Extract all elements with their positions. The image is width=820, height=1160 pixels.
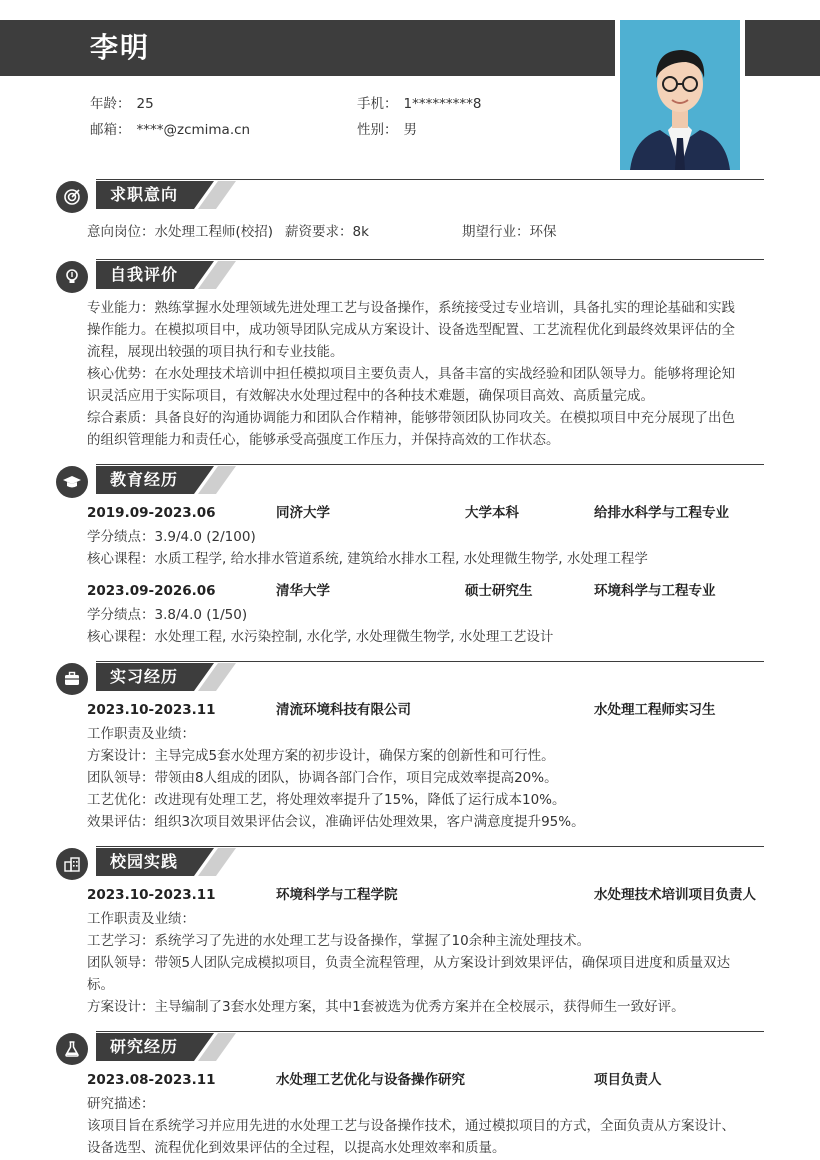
- info-phone: 手机： 1*********8: [357, 96, 482, 112]
- section-title: 教育经历: [110, 470, 179, 489]
- education-entry-header: 2019.09-2023.06 同济大学 大学本科 给排水科学与工程专业: [87, 505, 729, 521]
- campus-line: 标。: [87, 977, 114, 993]
- self-eval-line: 流程，展现出较强的项目执行和专业技能。: [87, 344, 344, 360]
- education-entry-header: 2023.09-2026.06 清华大学 硕士研究生 环境科学与工程专业: [87, 583, 716, 599]
- education-gpa: 学分绩点：3.8/4.0 (1/50): [87, 607, 248, 623]
- section-campus: [56, 846, 764, 880]
- internship-line: 工艺优化：改进现有处理工艺，将处理效率提升了15%，降低了运行成本10%。: [87, 792, 566, 808]
- briefcase-icon: [56, 663, 88, 695]
- header-bar-right: [745, 20, 820, 76]
- campus-header: 2023.10-2023.11 环境科学与工程学院 水处理技术培训项目负责人: [87, 887, 756, 903]
- research-line: 该项目旨在系统学习并应用先进的水处理工艺与设备操作技术，通过模拟项目的方式，全面负责从方案设计、: [87, 1118, 735, 1134]
- self-eval-line: 综合素质：具备良好的沟通协调能力和团队合作精神，能够带领团队协同攻关。在模拟项目中充分展现了出色: [87, 410, 735, 426]
- research-header: 2023.08-2023.11 水处理工艺优化与设备操作研究 项目负责人: [87, 1072, 662, 1088]
- section-job-intent: [56, 179, 764, 213]
- education-courses: 核心课程：水质工程学, 给水排水管道系统, 建筑给水排水工程, 水处理微生物学, 水处理工程学: [87, 551, 648, 567]
- section-title: 实习经历: [110, 667, 179, 686]
- info-gender: 性别： 男: [357, 122, 417, 138]
- campus-line: 团队领导：带领5人团队完成模拟项目，负责全流程管理，从方案设计到效果评估，确保项目进度和质量双达: [87, 955, 731, 971]
- self-eval-line: 专业能力：熟练掌握水处理领域先进处理工艺与设备操作，系统接受过专业培训，具备扎实的理论基础和实践: [87, 300, 735, 316]
- section-research: [56, 1031, 764, 1065]
- section-title: 校园实践: [110, 852, 179, 871]
- internship-line: 效果评估：组织3次项目效果评估会议，准确评估处理效果，客户满意度提升95%。: [87, 814, 585, 830]
- intent-salary: 薪资要求：8k: [285, 224, 369, 240]
- internship-line: 方案设计：主导完成5套水处理方案的初步设计，确保方案的创新性和可行性。: [87, 748, 555, 764]
- target-icon: [56, 181, 88, 213]
- candidate-name: 李明: [90, 31, 151, 64]
- flask-icon: [56, 1033, 88, 1065]
- intent-industry: 期望行业：环保: [462, 224, 557, 240]
- self-eval-line: 识灵活应用于实际项目，有效解决水处理过程中的各种技术难题，确保项目高效、高质量完成。: [87, 388, 654, 404]
- campus-line: 工艺学习：系统学习了先进的水处理工艺与设备操作，掌握了10余种主流处理技术。: [87, 933, 591, 949]
- internship-line: 工作职责及业绩：: [87, 726, 195, 742]
- graduation-cap-icon: [56, 466, 88, 498]
- research-line: 设备选型、流程优化到效果评估的全过程，以提高水处理效率和质量。: [87, 1140, 506, 1156]
- internship-line: 团队领导：带领由8人组成的团队，协调各部门合作，项目完成效率提高20%。: [87, 770, 558, 786]
- intent-position: 意向岗位：水处理工程师(校招): [87, 224, 274, 240]
- lightbulb-icon: [56, 261, 88, 293]
- self-eval-line: 操作能力。在模拟项目中，成功领导团队完成从方案设计、设备选型配置、工艺流程优化到最终效果评估的全: [87, 322, 735, 338]
- profile-photo: [620, 20, 740, 170]
- info-age: 年龄： 25: [90, 96, 154, 112]
- self-eval-line: 核心优势：在水处理技术培训中担任模拟项目主要负责人，具备丰富的实战经验和团队领导力。能够将理论知: [87, 366, 735, 382]
- education-gpa: 学分绩点：3.9/4.0 (2/100): [87, 529, 256, 545]
- internship-header: 2023.10-2023.11 清流环境科技有限公司 水处理工程师实习生: [87, 702, 716, 718]
- section-self-eval: [56, 259, 764, 293]
- campus-line: 方案设计：主导编制了3套水处理方案，其中1套被选为优秀方案并在全校展示，获得师生一致好评。: [87, 999, 685, 1015]
- info-email: 邮箱： ****@zcmima.cn: [90, 122, 251, 138]
- self-eval-line: 的组织管理能力和责任心，能够承受高强度工作压力，并保持高效的工作状态。: [87, 432, 560, 448]
- building-icon: [56, 848, 88, 880]
- education-courses: 核心课程：水处理工程, 水污染控制, 水化学, 水处理微生物学, 水处理工艺设计: [87, 629, 554, 645]
- section-title: 求职意向: [110, 185, 179, 204]
- section-education: [56, 464, 764, 498]
- section-internship: [56, 661, 764, 695]
- research-line: 研究描述：: [87, 1096, 155, 1112]
- campus-line: 工作职责及业绩：: [87, 911, 195, 927]
- section-title: 研究经历: [110, 1037, 179, 1056]
- section-title: 自我评价: [110, 265, 179, 284]
